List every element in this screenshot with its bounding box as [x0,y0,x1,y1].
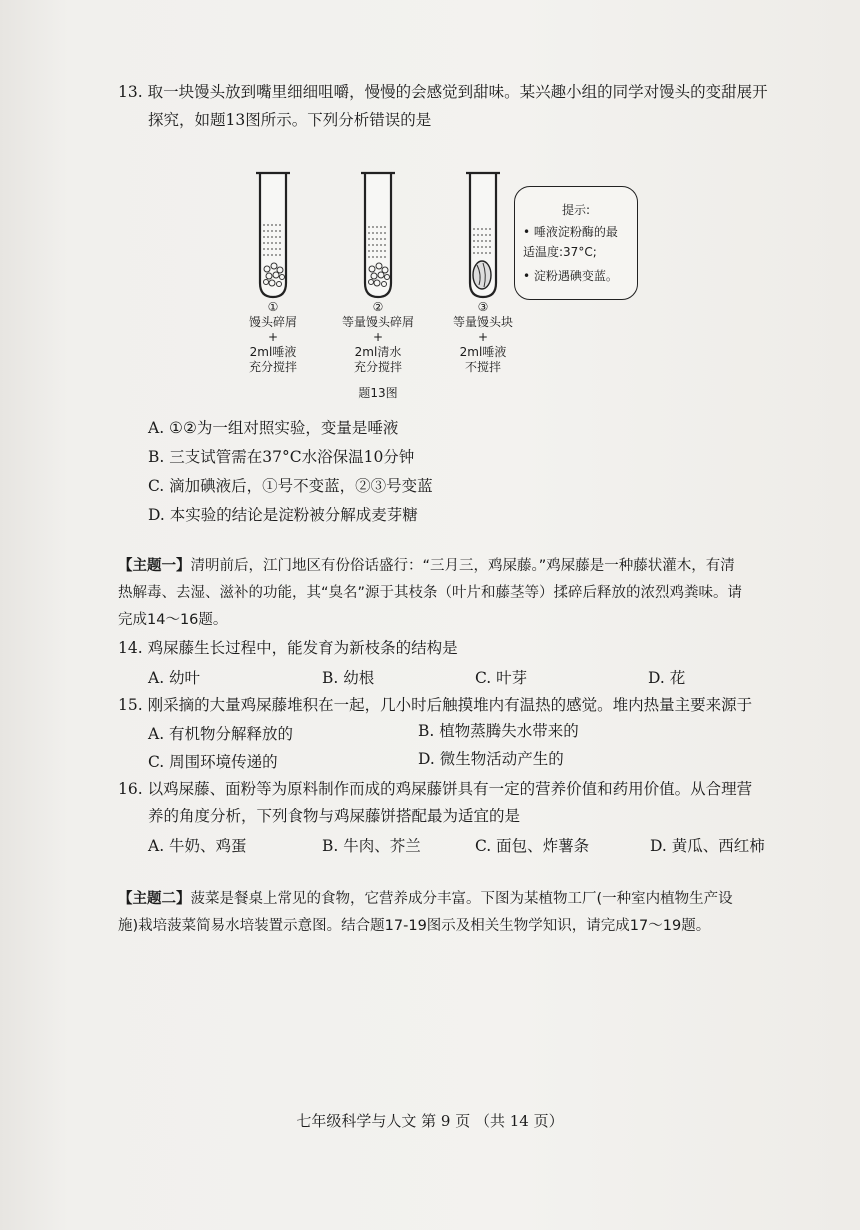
theme-2-line1 [118,886,748,913]
q16-stem-line2: 养的角度分析，下列食物与鸡屎藤饼搭配最为适宜的是 [148,807,521,825]
q16-option-b: B. 牛肉、芥兰 [322,837,421,855]
theme-1-label: 【主题一】 [118,558,191,574]
tube-3-label [423,300,543,375]
tube-1-number: ① [267,300,279,314]
tube-1-line4: 充分搅拌 [248,360,297,374]
figure-caption: 题13图 [358,386,398,400]
q13-stem-line2: 探究，如题13图所示。下列分析错误的是 [148,111,432,129]
theme-1-line2: 热解毒、去湿、滋补的功能，其“臭名”源于其枝条（叶片和藤茎等）揉碎后释放的浓烈鸡粪味。请 [118,585,743,601]
tube-2-line2: + [372,330,384,344]
tube-2-number: ② [372,300,384,314]
tube-1-line2: + [267,330,279,344]
theme-1-line3: 完成14～16题。 [118,612,228,628]
tube-2-line1: 等量馒头碎屑 [341,315,414,329]
test-tube-3 [466,173,500,297]
q15-option-c: C. 周围环境传递的 [148,753,278,771]
tube-3-line2: + [477,330,489,344]
theme-2-text1: 菠菜是餐桌上常见的食物，它营养成分丰富。下图为某植物工厂(一种室内植物生产设 [190,891,733,907]
q13-option-b: B. 三支试管需在37°C水浴保温10分钟 [148,448,415,466]
test-tube-1 [256,173,290,297]
tube-1-line3: 2ml唾液 [249,345,297,359]
q14-option-b: B. 幼根 [322,669,375,687]
hint-line-1: • 唾液淀粉酶的最 [523,225,618,239]
q16-option-d: D. 黄瓜、西红柿 [650,837,765,855]
q16-stem-line1: 16. 以鸡屎藤、面粉等为原料制作而成的鸡屎藤饼具有一定的营养价值和药用价值。从合理营 [118,780,753,798]
q14-option-a: A. 幼叶 [148,669,201,687]
theme-2-passage [118,886,748,940]
q13-stem-line1: 13. 取一块馒头放到嘴里细细咀嚼，慢慢的会感觉到甜味。某兴趣小组的同学对馒头的变甜展开 [118,83,768,101]
hint-box [514,186,638,300]
test-tubes-figure [230,165,530,315]
tube-2-label [318,300,438,375]
theme-1-text1: 清明前后，江门地区有份俗话盛行：“三月三，鸡屎藤。”鸡屎藤是一种藤状灌木，有清 [190,558,735,574]
q14-stem: 14. 鸡屎藤生长过程中，能发育为新枝条的结构是 [118,639,458,657]
q13-option-d: D. 本实验的结论是淀粉被分解成麦芽糖 [148,506,418,524]
test-tube-2 [361,173,395,297]
tube-3-line1: 等量馒头块 [452,315,513,329]
q15-option-b: B. 植物蒸腾失水带来的 [418,722,579,740]
tube-2-line3: 2ml清水 [354,345,402,359]
q15-option-d: D. 微生物活动产生的 [418,750,564,768]
q15-option-a: A. 有机物分解释放的 [148,725,294,743]
tube-2-line4: 充分搅拌 [353,360,402,374]
tube-1-label [213,300,333,375]
q16-option-c: C. 面包、炸薯条 [475,837,590,855]
theme-1-line1 [118,553,748,580]
q14-option-c: C. 叶芽 [475,669,528,687]
q14-option-d: D. 花 [648,669,686,687]
tube-3-line4: 不搅拌 [464,360,501,374]
tube-1-line1: 馒头碎屑 [248,315,297,329]
hint-title: 提示: [561,203,591,217]
tube-3-line3: 2ml唾液 [459,345,507,359]
q13-option-c: C. 滴加碘液后，①号不变蓝，②③号变蓝 [148,477,433,495]
theme-2-line2: 施)栽培菠菜简易水培装置示意图。结合题17-19图示及相关生物学知识，请完成17～19题。 [118,918,711,934]
q16-option-a: A. 牛奶、鸡蛋 [148,837,247,855]
theme-2-label: 【主题二】 [118,891,191,907]
theme-1-passage [118,553,748,634]
hint-line-2: 适温度:37°C; [523,245,597,259]
q13-option-a: A. ①②为一组对照实验，变量是唾液 [148,419,399,437]
q15-stem: 15. 刚采摘的大量鸡屎藤堆积在一起，几小时后触摸堆内有温热的感觉。堆内热量主要来源于 [118,696,753,714]
page-footer: 七年级科学与人文 第 9 页 （共 14 页） [296,1112,564,1130]
tube-3-number: ③ [477,300,489,314]
hint-line-3: • 淀粉遇碘变蓝。 [523,269,618,283]
